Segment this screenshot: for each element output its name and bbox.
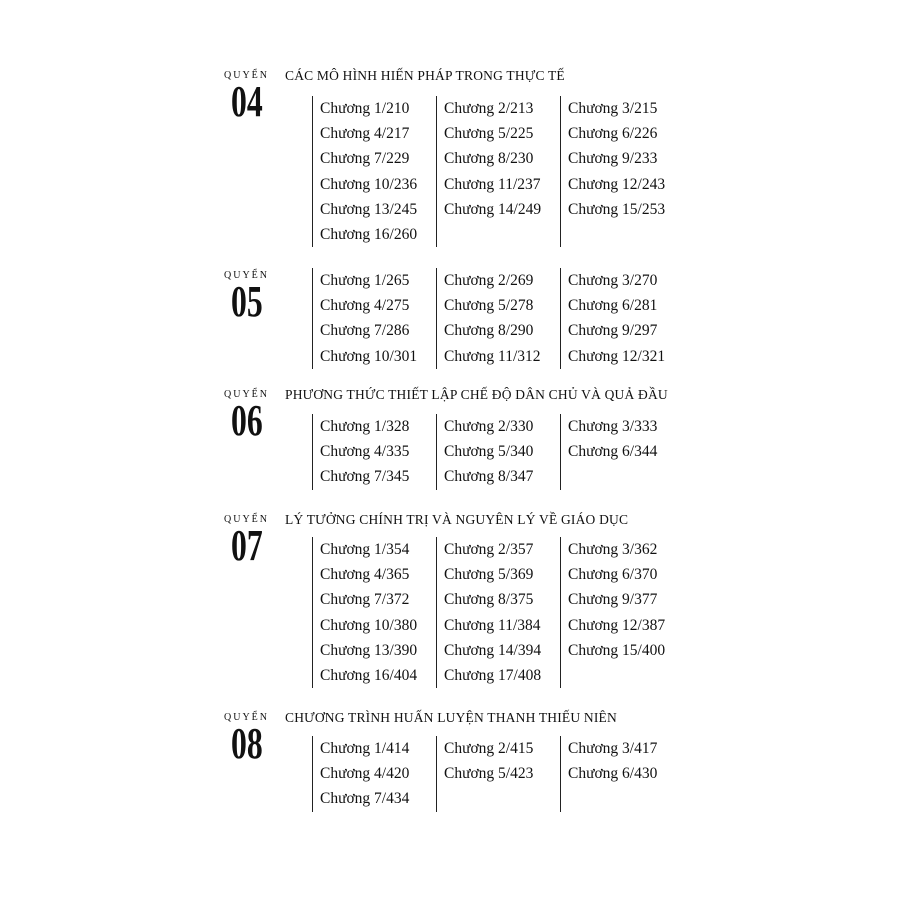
section-title: CÁC MÔ HÌNH HIẾN PHÁP TRONG THỰC TẾ [285, 68, 565, 83]
chapter-entry: Chương 7/372 [320, 591, 410, 609]
chapter-entry: Chương 5/225 [444, 125, 534, 143]
chapter-column [312, 414, 436, 490]
chapter-entry: Chương 2/415 [444, 740, 534, 757]
chapter-entry: Chương 12/387 [568, 616, 666, 634]
chapter-entry: Chương 7/229 [320, 150, 410, 168]
chapter-column [436, 414, 560, 490]
chapter-entry: Chương 7/345 [320, 468, 410, 486]
chapter-entry: Chương 9/233 [568, 150, 658, 168]
chapter-entry: Chương 11/384 [444, 616, 541, 634]
chapter-entry: Chương 3/270 [568, 272, 658, 289]
chapter-entry: Chương 11/237 [444, 175, 541, 193]
chapter-entry: Chương 5/340 [444, 443, 534, 461]
chapter-column [436, 537, 560, 688]
section-title: CHƯƠNG TRÌNH HUẤN LUYỆN THANH THIẾU NIÊN [285, 710, 617, 725]
quyen-label: QUYỂN [224, 270, 269, 281]
chapter-entry: Chương 13/245 [320, 200, 418, 218]
chapter-entry: Chương 15/253 [568, 200, 666, 218]
chapter-entry: Chương 4/217 [320, 125, 410, 143]
quyen-number: 05 [231, 277, 263, 326]
quyen-number: 04 [231, 77, 263, 126]
chapter-entry: Chương 3/333 [568, 418, 658, 435]
chapter-list [312, 268, 684, 369]
chapter-entry: Chương 9/377 [568, 591, 658, 609]
chapter-entry: Chương 10/301 [320, 347, 418, 365]
chapter-entry: Chương 9/297 [568, 322, 658, 340]
chapter-entry: Chương 3/362 [568, 541, 658, 558]
chapter-entry: Chương 1/210 [320, 100, 410, 117]
chapter-entry: Chương 4/365 [320, 566, 410, 584]
quyen-number: 06 [231, 396, 263, 445]
chapter-column [436, 736, 560, 812]
chapter-entry: Chương 1/328 [320, 418, 410, 435]
chapter-entry: Chương 7/434 [320, 790, 410, 808]
chapter-entry: Chương 14/249 [444, 200, 542, 218]
chapter-entry: Chương 1/265 [320, 272, 410, 289]
chapter-entry: Chương 2/330 [444, 418, 534, 435]
chapter-column [312, 268, 436, 369]
chapter-entry: Chương 8/290 [444, 322, 534, 340]
quyen-number: 08 [231, 719, 263, 768]
chapter-column [560, 414, 684, 490]
chapter-entry: Chương 12/321 [568, 347, 666, 365]
chapter-entry: Chương 5/369 [444, 566, 534, 584]
chapter-entry: Chương 8/347 [444, 468, 534, 486]
chapter-entry: Chương 3/417 [568, 740, 658, 757]
chapter-list [312, 96, 684, 247]
chapter-entry: Chương 16/404 [320, 666, 418, 684]
chapter-entry: Chương 5/278 [444, 297, 534, 315]
chapter-entry: Chương 11/312 [444, 347, 541, 365]
chapter-entry: Chương 16/260 [320, 225, 418, 243]
chapter-column [560, 736, 684, 812]
quyen-label: QUYỂN [224, 70, 269, 81]
chapter-entry: Chương 17/408 [444, 666, 542, 684]
quyen-label: QUYỂN [224, 514, 269, 525]
chapter-list [312, 414, 684, 490]
chapter-entry: Chương 2/357 [444, 541, 534, 558]
chapter-entry: Chương 10/236 [320, 175, 418, 193]
chapter-entry: Chương 3/215 [568, 100, 658, 117]
chapter-entry: Chương 14/394 [444, 641, 542, 659]
chapter-list [312, 736, 684, 812]
quyen-number: 07 [231, 521, 263, 570]
chapter-entry: Chương 6/344 [568, 443, 658, 461]
chapter-entry: Chương 2/213 [444, 100, 534, 117]
chapter-entry: Chương 2/269 [444, 272, 534, 289]
chapter-column [560, 96, 684, 247]
chapter-entry: Chương 1/414 [320, 740, 410, 757]
chapter-entry: Chương 4/335 [320, 443, 410, 461]
chapter-entry: Chương 6/281 [568, 297, 658, 315]
chapter-entry: Chương 12/243 [568, 175, 666, 193]
chapter-column [312, 537, 436, 688]
chapter-entry: Chương 15/400 [568, 641, 666, 659]
chapter-list [312, 537, 684, 688]
chapter-entry: Chương 8/375 [444, 591, 534, 609]
chapter-entry: Chương 6/430 [568, 765, 658, 783]
chapter-column [560, 537, 684, 688]
chapter-column [312, 736, 436, 812]
chapter-entry: Chương 1/354 [320, 541, 410, 558]
chapter-entry: Chương 4/420 [320, 765, 410, 783]
chapter-column [436, 268, 560, 369]
chapter-entry: Chương 10/380 [320, 616, 418, 634]
chapter-entry: Chương 4/275 [320, 297, 410, 315]
chapter-entry: Chương 13/390 [320, 641, 418, 659]
chapter-entry: Chương 8/230 [444, 150, 534, 168]
chapter-column [312, 96, 436, 247]
quyen-label: QUYỂN [224, 712, 269, 723]
chapter-entry: Chương 6/226 [568, 125, 658, 143]
chapter-entry: Chương 7/286 [320, 322, 410, 340]
chapter-entry: Chương 6/370 [568, 566, 658, 584]
chapter-column [560, 268, 684, 369]
chapter-column [436, 96, 560, 247]
section-title: PHƯƠNG THỨC THIẾT LẬP CHẾ ĐỘ DÂN CHỦ VÀ QUẢ ĐẦU [285, 387, 668, 402]
section-title: LÝ TƯỞNG CHÍNH TRỊ VÀ NGUYÊN LÝ VỀ GIÁO DỤC [285, 512, 629, 527]
chapter-entry: Chương 5/423 [444, 765, 534, 783]
quyen-label: QUYỂN [224, 389, 269, 400]
